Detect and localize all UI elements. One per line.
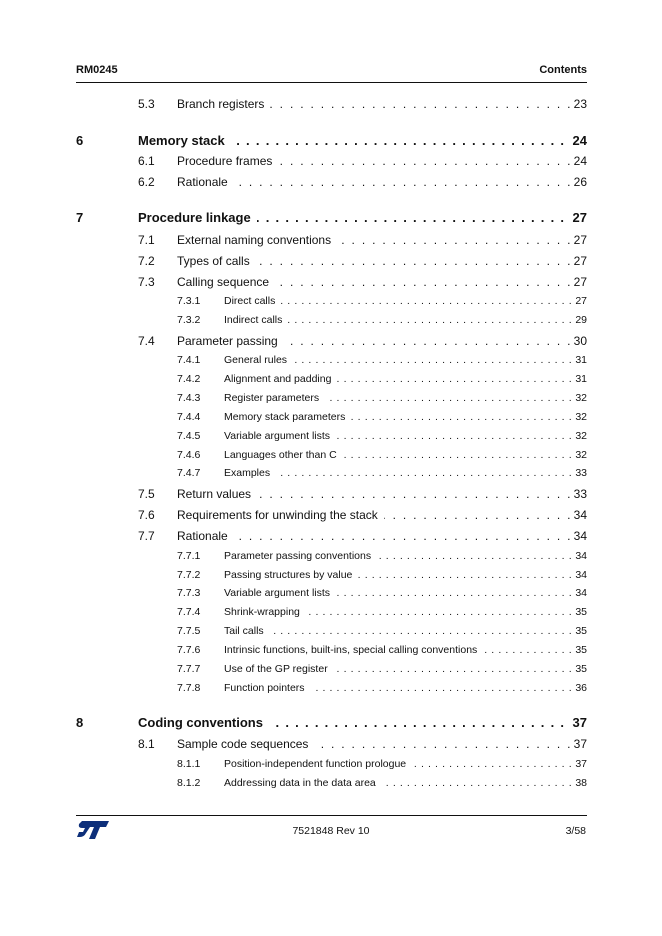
toc-entry-subsection[interactable] xyxy=(76,550,587,568)
toc-entry-number: 7.2 xyxy=(138,254,155,268)
toc-entry-title[interactable]: Passing structures by value xyxy=(224,569,358,581)
toc-entry-subsection[interactable] xyxy=(76,644,587,662)
toc-entry-page[interactable]: 36 xyxy=(572,682,587,694)
toc-entry-title[interactable]: External naming conventions xyxy=(177,233,337,247)
toc-entry-subsection[interactable] xyxy=(76,449,587,467)
toc-entry-title[interactable]: Procedure frames xyxy=(177,154,278,168)
toc-entry-subsection[interactable] xyxy=(76,295,587,313)
footer-page-number: 3/58 xyxy=(565,825,586,837)
toc-entry-chapter[interactable] xyxy=(76,715,587,733)
toc-entry-title[interactable]: Memory stack xyxy=(138,133,231,148)
toc-entry-page[interactable]: 34 xyxy=(572,587,587,599)
toc-entry-number: 5.3 xyxy=(138,97,155,111)
toc-leader-dots xyxy=(224,467,587,479)
toc-entry-number: 7 xyxy=(76,210,84,225)
toc-entry-subsection[interactable] xyxy=(76,758,587,776)
toc-entry-number: 8.1.1 xyxy=(177,758,201,770)
toc-entry-number: 6.2 xyxy=(138,175,155,189)
toc-entry-title[interactable]: Examples xyxy=(224,467,276,479)
footer-rule xyxy=(76,815,587,816)
toc-entry-subsection[interactable] xyxy=(76,777,587,795)
toc-entry-number: 7.4.4 xyxy=(177,411,201,423)
toc-entry-page[interactable]: 29 xyxy=(572,314,587,326)
toc-entry-page[interactable]: 34 xyxy=(571,529,587,543)
toc-entry-page[interactable]: 32 xyxy=(572,430,587,442)
toc-entry-section[interactable] xyxy=(76,487,587,505)
toc-entry-title[interactable]: Return values xyxy=(177,487,257,501)
toc-entry-title[interactable]: Alignment and padding xyxy=(224,373,337,385)
toc-entry-subsection[interactable] xyxy=(76,467,587,485)
toc-entry-title[interactable]: Types of calls xyxy=(177,254,256,268)
toc-entry-title[interactable]: Register parameters xyxy=(224,392,325,404)
toc-entry-subsection[interactable] xyxy=(76,373,587,391)
header-doc-id: RM0245 xyxy=(76,64,118,76)
toc-entry-number: 7.3.1 xyxy=(177,295,201,307)
toc-entry-title[interactable]: Rationale xyxy=(177,175,234,189)
toc-entry-page[interactable]: 38 xyxy=(572,777,587,789)
toc-entry-number: 7.7.3 xyxy=(177,587,201,599)
toc-entry-subsection[interactable] xyxy=(76,354,587,372)
toc-entry-title[interactable]: Intrinsic functions, built-ins, special calling conventions xyxy=(224,644,483,656)
header-rule xyxy=(76,82,587,83)
toc-entry-title[interactable]: Coding conventions xyxy=(138,715,269,730)
toc-entry-page[interactable]: 32 xyxy=(572,449,587,461)
toc-entry-page[interactable]: 27 xyxy=(571,275,587,289)
toc-entry-number: 6 xyxy=(76,133,84,148)
toc-entry-section[interactable] xyxy=(76,334,587,352)
toc-entry-title[interactable]: Function pointers xyxy=(224,682,311,694)
toc-entry-number: 7.4 xyxy=(138,334,155,348)
toc-entry-page[interactable]: 27 xyxy=(570,210,587,225)
toc-entry-title[interactable]: Rationale xyxy=(177,529,234,543)
toc-entry-title[interactable]: Sample code sequences xyxy=(177,737,314,751)
toc-entry-number: 7.7.2 xyxy=(177,569,201,581)
toc-entry-section[interactable] xyxy=(76,508,587,526)
toc-entry-section[interactable] xyxy=(76,175,587,193)
toc-entry-title[interactable]: Parameter passing xyxy=(177,334,284,348)
toc-entry-section[interactable] xyxy=(76,154,587,172)
toc-entry-subsection[interactable] xyxy=(76,314,587,332)
toc-entry-page[interactable]: 24 xyxy=(570,133,587,148)
toc-entry-page[interactable]: 34 xyxy=(572,569,587,581)
toc-entry-page[interactable]: 32 xyxy=(572,411,587,423)
toc-entry-section[interactable] xyxy=(76,97,587,115)
toc-entry-number: 7.4.5 xyxy=(177,430,201,442)
toc-entry-chapter[interactable] xyxy=(76,210,587,228)
toc-entry-chapter[interactable] xyxy=(76,133,587,151)
toc-entry-number: 7.7.8 xyxy=(177,682,201,694)
toc-entry-number: 7.7.4 xyxy=(177,606,201,618)
toc-entry-section[interactable] xyxy=(76,233,587,251)
toc-entry-title[interactable]: Calling sequence xyxy=(177,275,275,289)
toc-entry-title[interactable]: Shrink-wrapping xyxy=(224,606,306,618)
toc-entry-page[interactable]: 37 xyxy=(572,758,587,770)
toc-entry-page[interactable]: 37 xyxy=(571,737,587,751)
toc-entry-number: 7.4.3 xyxy=(177,392,201,404)
toc-entry-number: 7.5 xyxy=(138,487,155,501)
toc-entry-number: 7.4.1 xyxy=(177,354,201,366)
toc-entry-title[interactable]: Memory stack parameters xyxy=(224,411,351,423)
footer-doc-number: 7521848 Rev 10 xyxy=(292,825,370,837)
toc-entry-page[interactable]: 24 xyxy=(571,154,587,168)
toc-entry-number: 8 xyxy=(76,715,84,730)
toc-entry-section[interactable] xyxy=(76,737,587,755)
toc-entry-number: 6.1 xyxy=(138,154,155,168)
toc-entry-page[interactable]: 26 xyxy=(571,175,587,189)
toc-leader-dots xyxy=(177,175,587,189)
toc-entry-section[interactable] xyxy=(76,275,587,293)
toc-entry-title[interactable]: Tail calls xyxy=(224,625,270,637)
toc-entry-page[interactable]: 27 xyxy=(571,233,587,247)
toc-entry-page[interactable]: 27 xyxy=(572,295,587,307)
toc-entry-number: 7.4.6 xyxy=(177,449,201,461)
toc-entry-number: 7.7.1 xyxy=(177,550,201,562)
toc-entry-title[interactable]: Branch registers xyxy=(177,97,270,111)
toc-entry-number: 7.7 xyxy=(138,529,155,543)
toc-entry-title[interactable]: Languages other than C xyxy=(224,449,343,461)
toc-entry-number: 7.6 xyxy=(138,508,155,522)
toc-entry-subsection[interactable] xyxy=(76,430,587,448)
toc-entry-number: 8.1.2 xyxy=(177,777,201,789)
toc-entry-subsection[interactable] xyxy=(76,663,587,681)
toc-entry-subsection[interactable] xyxy=(76,411,587,429)
toc-entry-subsection[interactable] xyxy=(76,625,587,643)
toc-entry-title[interactable]: Procedure linkage xyxy=(138,210,257,225)
toc-entry-page[interactable]: 27 xyxy=(571,254,587,268)
toc-entry-number: 7.3.2 xyxy=(177,314,201,326)
toc-entry-title[interactable]: Variable argument lists xyxy=(224,430,336,442)
toc-entry-number: 8.1 xyxy=(138,737,155,751)
toc-entry-page[interactable]: 31 xyxy=(572,354,587,366)
toc-entry-subsection[interactable] xyxy=(76,682,587,700)
toc-entry-page[interactable]: 35 xyxy=(572,606,587,618)
toc-entry-title[interactable]: Variable argument lists xyxy=(224,587,336,599)
toc-entry-subsection[interactable] xyxy=(76,587,587,605)
toc-entry-page[interactable]: 33 xyxy=(571,487,587,501)
toc-entry-title[interactable]: Position-independent function prologue xyxy=(224,758,412,770)
toc-entry-page[interactable]: 35 xyxy=(572,663,587,675)
toc-entry-subsection[interactable] xyxy=(76,569,587,587)
toc-entry-page[interactable]: 35 xyxy=(572,625,587,637)
toc-entry-number: 7.7.7 xyxy=(177,663,201,675)
toc-entry-page[interactable]: 37 xyxy=(570,715,587,730)
header-section: Contents xyxy=(539,64,587,76)
toc-entry-number: 7.7.5 xyxy=(177,625,201,637)
toc-entry-title[interactable]: Indirect calls xyxy=(224,314,288,326)
toc-entry-title[interactable]: Use of the GP register xyxy=(224,663,334,675)
toc-entry-number: 7.4.2 xyxy=(177,373,201,385)
toc-leader-dots xyxy=(177,529,587,543)
toc-entry-title[interactable]: Parameter passing conventions xyxy=(224,550,377,562)
toc-entry-page[interactable]: 30 xyxy=(571,334,587,348)
toc-entry-page[interactable]: 34 xyxy=(571,508,587,522)
toc-entry-page[interactable]: 32 xyxy=(572,392,587,404)
toc-entry-section[interactable] xyxy=(76,254,587,272)
toc-entry-page[interactable]: 35 xyxy=(572,644,587,656)
toc-entry-title[interactable]: Requirements for unwinding the stack xyxy=(177,508,384,522)
toc-entry-title[interactable]: Addressing data in the data area xyxy=(224,777,382,789)
toc-entry-subsection[interactable] xyxy=(76,392,587,410)
toc-entry-title[interactable]: Direct calls xyxy=(224,295,281,307)
toc-entry-number: 7.3 xyxy=(138,275,155,289)
toc-entry-number: 7.4.7 xyxy=(177,467,201,479)
toc-leader-dots xyxy=(224,625,587,637)
toc-entry-number: 7.1 xyxy=(138,233,155,247)
toc-entry-subsection[interactable] xyxy=(76,606,587,624)
toc-entry-page[interactable]: 34 xyxy=(572,550,587,562)
toc-entry-page[interactable]: 23 xyxy=(571,97,587,111)
toc-entry-page[interactable]: 31 xyxy=(572,373,587,385)
toc-entry-page[interactable]: 33 xyxy=(572,467,587,479)
toc-entry-title[interactable]: General rules xyxy=(224,354,293,366)
toc-entry-number: 7.7.6 xyxy=(177,644,201,656)
toc-entry-section[interactable] xyxy=(76,529,587,547)
